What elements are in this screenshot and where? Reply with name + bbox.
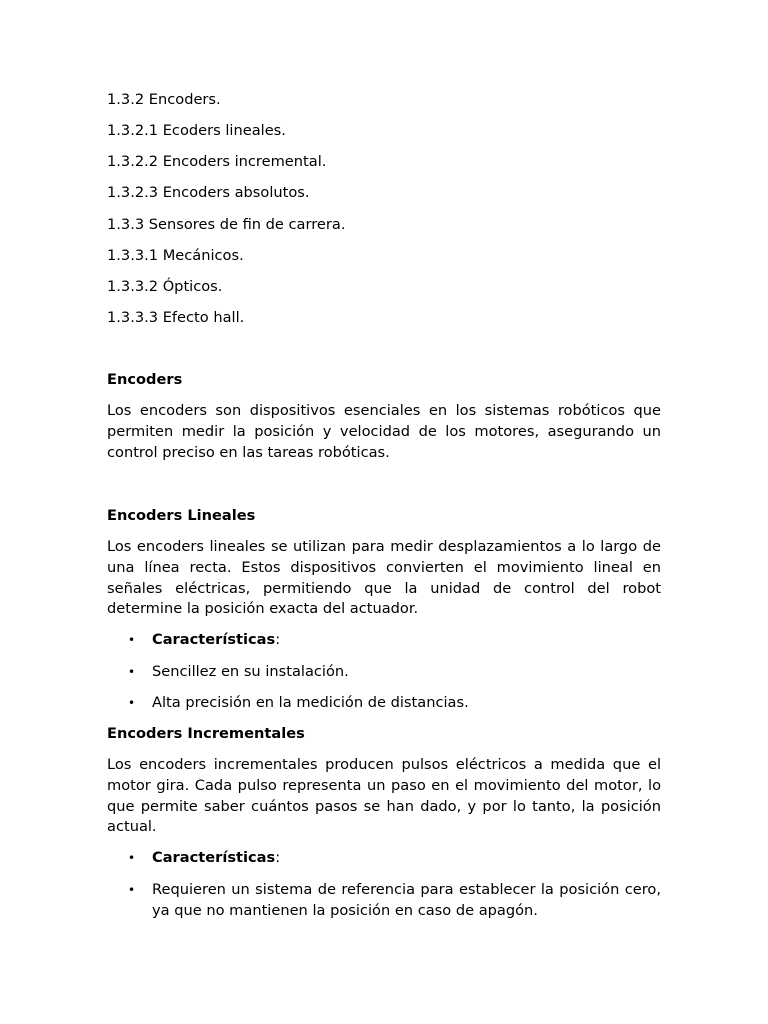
toc-item: 1.3.3 Sensores de fin de carrera. (107, 216, 346, 233)
list-item-text: Sencillez en su instalación. (152, 663, 349, 680)
list-item (107, 693, 661, 714)
toc-item: 1.3.3.1 Mecánicos. (107, 247, 244, 264)
list-item (107, 880, 661, 922)
section-body-lineales: Los encoders lineales se utilizan para medir desplazamientos a lo largo de una línea recta. Estos dispositivos convierten el movimiento lineal en señales eléctricas, permitiendo que la unidad de control del robot determine la posición exacta del actuador. (107, 538, 661, 618)
bullet-symbol: • (128, 883, 136, 897)
bullet-symbol: • (128, 633, 136, 647)
document-page (107, 0, 661, 1024)
bullet-symbol: • (128, 851, 136, 865)
toc-item: 1.3.2 Encoders. (107, 91, 221, 108)
toc-item: 1.3.2.3 Encoders absolutos. (107, 184, 310, 201)
list-item-text: Requieren un sistema de referencia para establecer la posición cero, ya que no mantienen la posición en caso de apagón. (152, 881, 661, 919)
bullet-symbol: • (128, 696, 136, 710)
features-colon: : (275, 631, 281, 648)
list-item-text: Alta precisión en la medición de distancias. (152, 694, 469, 711)
list-item (107, 848, 661, 869)
features-label: Características (152, 849, 276, 866)
section-heading-encoders: Encoders (107, 371, 183, 388)
section-heading-incrementales: Encoders Incrementales (107, 725, 305, 742)
toc-item: 1.3.2.2 Encoders incremental. (107, 153, 327, 170)
toc-item: 1.3.3.2 Ópticos. (107, 278, 223, 295)
bullet-symbol: • (128, 665, 136, 679)
features-label: Características (152, 631, 276, 648)
section-body-encoders: Los encoders son dispositivos esenciales en los sistemas robóticos que permiten medir la posición y velocidad de los motores, asegurando un control preciso en las tareas robóticas. (107, 402, 661, 461)
section-heading-lineales: Encoders Lineales (107, 507, 256, 524)
features-colon: : (275, 849, 281, 866)
list-item (107, 662, 661, 683)
toc-item: 1.3.2.1 Ecoders lineales. (107, 122, 286, 139)
list-item (107, 630, 661, 651)
section-body-incrementales: Los encoders incrementales producen pulsos eléctricos a medida que el motor gira. Cada pulso representa un paso en el movimiento del motor, lo que permite saber cuántos pasos se han dado, y por lo tanto, la posición actual. (107, 756, 661, 836)
toc-item: 1.3.3.3 Efecto hall. (107, 309, 245, 326)
